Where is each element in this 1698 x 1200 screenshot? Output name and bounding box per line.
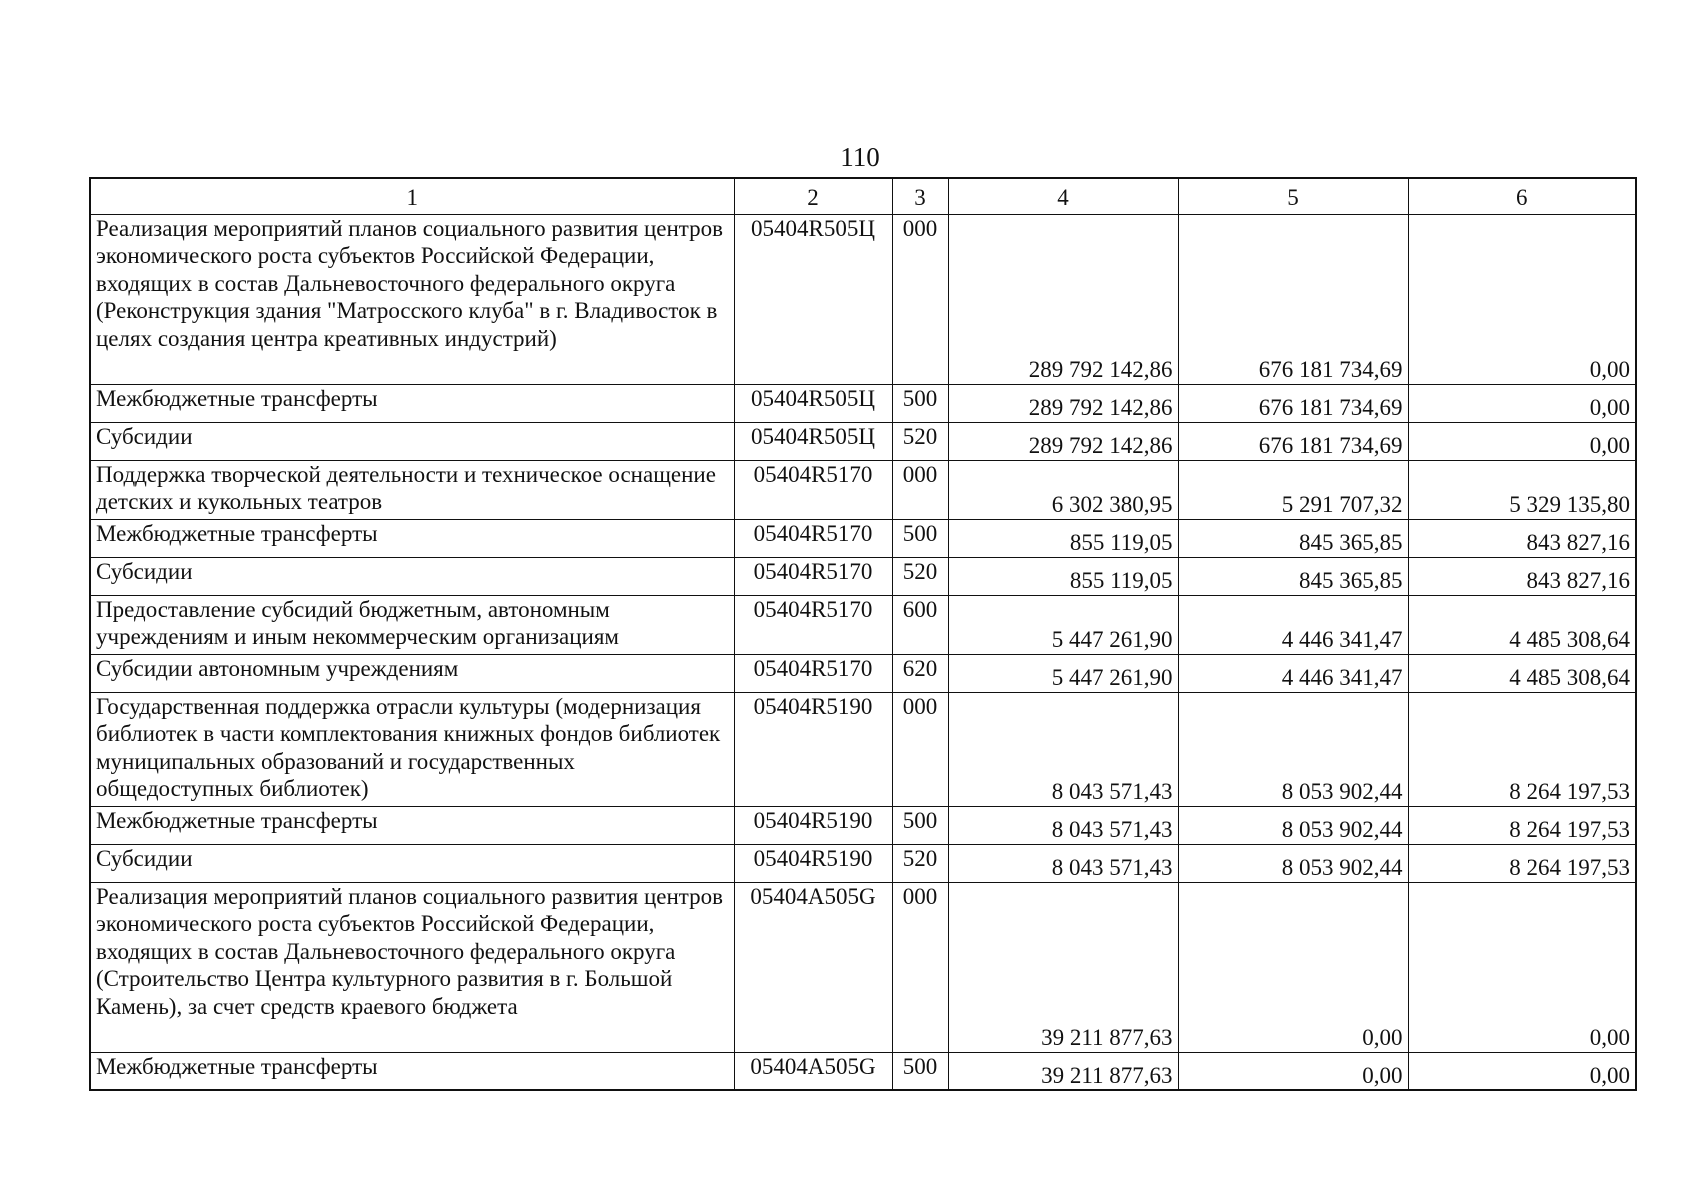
amount-col-6: 8 264 197,53 (1408, 844, 1636, 882)
amount-col-4: 5 447 261,90 (948, 595, 1178, 654)
amount-col-4: 289 792 142,86 (948, 422, 1178, 460)
column-header-6: 6 (1408, 178, 1636, 214)
target-code: 05404R5170 (734, 460, 892, 519)
target-code: 05404R5190 (734, 844, 892, 882)
row-name: Межбюджетные трансферты (90, 519, 734, 557)
amount-col-6: 0,00 (1408, 882, 1636, 1052)
row-name: Субсидии автономным учреждениям (90, 654, 734, 692)
amount-col-6: 4 485 308,64 (1408, 595, 1636, 654)
page-number: 110 (840, 142, 880, 172)
target-code: 05404R5170 (734, 557, 892, 595)
amount-col-4: 8 043 571,43 (948, 844, 1178, 882)
expense-kind: 520 (892, 844, 948, 882)
expense-kind: 000 (892, 214, 948, 384)
amount-col-5: 676 181 734,69 (1178, 214, 1408, 384)
table-row (90, 519, 1636, 557)
table-row (90, 654, 1636, 692)
amount-col-4: 8 043 571,43 (948, 806, 1178, 844)
amount-col-4: 855 119,05 (948, 557, 1178, 595)
expense-kind: 500 (892, 806, 948, 844)
target-code: 05404R5170 (734, 654, 892, 692)
amount-col-4: 289 792 142,86 (948, 214, 1178, 384)
table-row (90, 422, 1636, 460)
amount-col-6: 4 485 308,64 (1408, 654, 1636, 692)
budget-table (89, 177, 1637, 1091)
target-code: 05404R5190 (734, 692, 892, 806)
table-row (90, 384, 1636, 422)
amount-col-4: 6 302 380,95 (948, 460, 1178, 519)
target-code: 05404A505G (734, 882, 892, 1052)
amount-col-6: 843 827,16 (1408, 519, 1636, 557)
target-code: 05404R5170 (734, 519, 892, 557)
amount-col-6: 0,00 (1408, 1052, 1636, 1090)
expense-kind: 500 (892, 519, 948, 557)
column-header-5: 5 (1178, 178, 1408, 214)
table-row (90, 557, 1636, 595)
amount-col-5: 845 365,85 (1178, 519, 1408, 557)
table-row (90, 460, 1636, 519)
amount-col-6: 0,00 (1408, 422, 1636, 460)
amount-col-5: 8 053 902,44 (1178, 844, 1408, 882)
amount-col-6: 8 264 197,53 (1408, 692, 1636, 806)
target-code: 05404R505Ц (734, 422, 892, 460)
table-row (90, 692, 1636, 806)
expense-kind: 500 (892, 1052, 948, 1090)
row-name: Субсидии (90, 422, 734, 460)
expense-kind: 600 (892, 595, 948, 654)
amount-col-4: 5 447 261,90 (948, 654, 1178, 692)
amount-col-5: 4 446 341,47 (1178, 654, 1408, 692)
row-name: Предоставление субсидий бюджетным, автономным учреждениям и иным некоммерческим организациям (90, 595, 734, 654)
amount-col-5: 845 365,85 (1178, 557, 1408, 595)
column-header-4: 4 (948, 178, 1178, 214)
row-name: Межбюджетные трансферты (90, 806, 734, 844)
amount-col-4: 855 119,05 (948, 519, 1178, 557)
expense-kind: 620 (892, 654, 948, 692)
table-row (90, 882, 1636, 1052)
amount-col-5: 676 181 734,69 (1178, 422, 1408, 460)
amount-col-5: 0,00 (1178, 1052, 1408, 1090)
amount-col-6: 843 827,16 (1408, 557, 1636, 595)
target-code: 05404R5170 (734, 595, 892, 654)
amount-col-5: 676 181 734,69 (1178, 384, 1408, 422)
target-code: 05404A505G (734, 1052, 892, 1090)
expense-kind: 000 (892, 692, 948, 806)
row-name: Государственная поддержка отрасли культуры (модернизация библиотек в части комплектования книжных фондов библиотек муниципальных образований и государственных общедоступных библиотек) (90, 692, 734, 806)
expense-kind: 520 (892, 422, 948, 460)
row-name: Субсидии (90, 844, 734, 882)
table-row (90, 214, 1636, 384)
expense-kind: 000 (892, 460, 948, 519)
amount-col-5: 8 053 902,44 (1178, 806, 1408, 844)
amount-col-5: 4 446 341,47 (1178, 595, 1408, 654)
table-row (90, 595, 1636, 654)
expense-kind: 520 (892, 557, 948, 595)
target-code: 05404R505Ц (734, 384, 892, 422)
amount-col-5: 5 291 707,32 (1178, 460, 1408, 519)
target-code: 05404R505Ц (734, 214, 892, 384)
table-row (90, 844, 1636, 882)
row-name: Субсидии (90, 557, 734, 595)
amount-col-6: 0,00 (1408, 214, 1636, 384)
amount-col-6: 5 329 135,80 (1408, 460, 1636, 519)
expense-kind: 000 (892, 882, 948, 1052)
column-header-2: 2 (734, 178, 892, 214)
column-header-3: 3 (892, 178, 948, 214)
amount-col-5: 0,00 (1178, 882, 1408, 1052)
amount-col-4: 8 043 571,43 (948, 692, 1178, 806)
table-header-row (90, 178, 1636, 214)
row-name: Реализация мероприятий планов социального развития центров экономического роста субъектов Российской Федерации, входящих в состав Дальневосточного федерального округа (Реконструкция здания "Матросского клуба" в г. Владивосток в целях создания центра креативных индустрий) (90, 214, 734, 384)
amount-col-4: 39 211 877,63 (948, 882, 1178, 1052)
table-row (90, 806, 1636, 844)
amount-col-5: 8 053 902,44 (1178, 692, 1408, 806)
column-header-1: 1 (90, 178, 734, 214)
row-name: Межбюджетные трансферты (90, 1052, 734, 1090)
target-code: 05404R5190 (734, 806, 892, 844)
row-name: Поддержка творческой деятельности и техническое оснащение детских и кукольных театров (90, 460, 734, 519)
amount-col-6: 0,00 (1408, 384, 1636, 422)
row-name: Межбюджетные трансферты (90, 384, 734, 422)
table-row (90, 1052, 1636, 1090)
amount-col-4: 289 792 142,86 (948, 384, 1178, 422)
row-name: Реализация мероприятий планов социального развития центров экономического роста субъектов Российской Федерации, входящих в состав Дальневосточного федерального округа (Строительство Центра культурного развития в г. Большой Камень), за счет средств краевого бюджета (90, 882, 734, 1052)
expense-kind: 500 (892, 384, 948, 422)
amount-col-4: 39 211 877,63 (948, 1052, 1178, 1090)
amount-col-6: 8 264 197,53 (1408, 806, 1636, 844)
